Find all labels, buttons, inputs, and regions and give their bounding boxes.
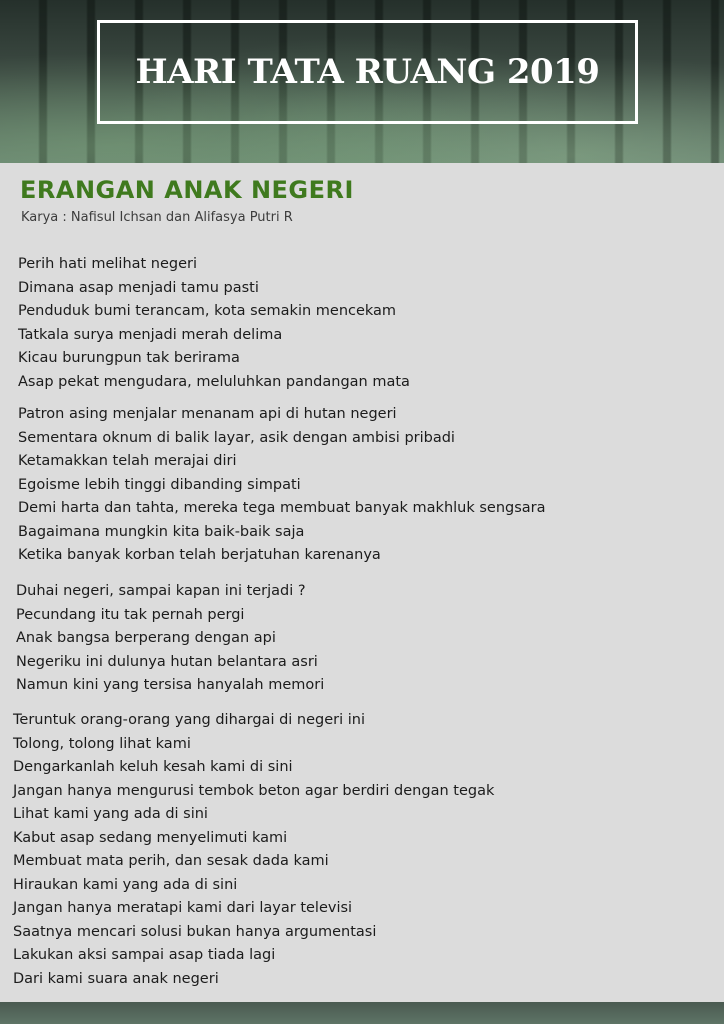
stanza-2	[18, 403, 546, 568]
poem-line: Dari kami suara anak negeri	[13, 970, 219, 987]
poem-line: Lakukan aksi sampai asap tiada lagi	[13, 947, 276, 963]
poem-line: Asap pekat mengudara, meluluhkan pandangan mata	[18, 373, 410, 390]
poem-line: Lihat kami yang ada di sini	[13, 806, 208, 822]
poem-line: Sementara oknum di balik layar, asik dengan ambisi pribadi	[18, 429, 455, 446]
poem-line: Egoisme lebih tinggi dibanding simpati	[18, 476, 301, 493]
header-banner	[0, 0, 724, 163]
poem-line: Dimana asap menjadi tamu pasti	[18, 279, 259, 296]
poem-line: Patron asing menjalar menanam api di hutan negeri	[18, 406, 397, 422]
poem-title: ERANGAN ANAK NEGERI	[20, 176, 354, 204]
poem-line: Ketamakkan telah merajai diri	[18, 453, 237, 469]
poem-line: Tatkala surya menjadi merah delima	[18, 326, 283, 343]
poem-line: Jangan hanya meratapi kami dari layar televisi	[13, 900, 353, 916]
poem-line: Teruntuk orang-orang yang dihargai di negeri ini	[13, 712, 366, 728]
poem-line: Kicau burungpun tak berirama	[18, 350, 240, 366]
poem-line: Pecundang itu tak pernah pergi	[16, 606, 245, 623]
poem-line: Hiraukan kami yang ada di sini	[13, 876, 238, 893]
poem-line: Kabut asap sedang menyelimuti kami	[13, 829, 288, 846]
poem-line: Penduduk bumi terancam, kota semakin mencekam	[18, 303, 397, 319]
poem-line: Saatnya mencari solusi bukan hanya argumentasi	[13, 923, 377, 940]
poem-author: Karya : Nafisul Ichsan dan Alifasya Putri R	[21, 210, 293, 225]
footer-strip	[0, 1002, 724, 1024]
poem-line: Perih hati melihat negeri	[18, 256, 198, 272]
title-frame	[97, 20, 638, 124]
stanza-4	[13, 709, 494, 991]
poem-line: Namun kini yang tersisa hanyalah memori	[16, 677, 325, 693]
poem-line: Jangan hanya mengurusi tembok beton agar berdiri dengan tegak	[13, 782, 495, 799]
poem-line: Dengarkanlah keluh kesah kami di sini	[13, 759, 293, 775]
poem-line: Anak bangsa berperang dengan api	[16, 630, 276, 646]
poem-line: Demi harta dan tahta, mereka tega membuat banyak makhluk sengsara	[18, 500, 546, 516]
poem-line: Bagaimana mungkin kita baik-baik saja	[18, 523, 305, 540]
poem-line: Duhai negeri, sampai kapan ini terjadi ?	[16, 583, 306, 599]
poem-line: Tolong, tolong lihat kami	[13, 735, 191, 752]
poem-line: Negeriku ini dulunya hutan belantara asri	[16, 653, 318, 670]
stanza-3	[16, 580, 324, 698]
banner-title: HARI TATA RUANG 2019	[135, 52, 600, 92]
poem-line: Membuat mata perih, dan sesak dada kami	[13, 853, 329, 869]
stanza-1	[18, 253, 410, 394]
poem-line: Ketika banyak korban telah berjatuhan karenanya	[18, 547, 381, 563]
